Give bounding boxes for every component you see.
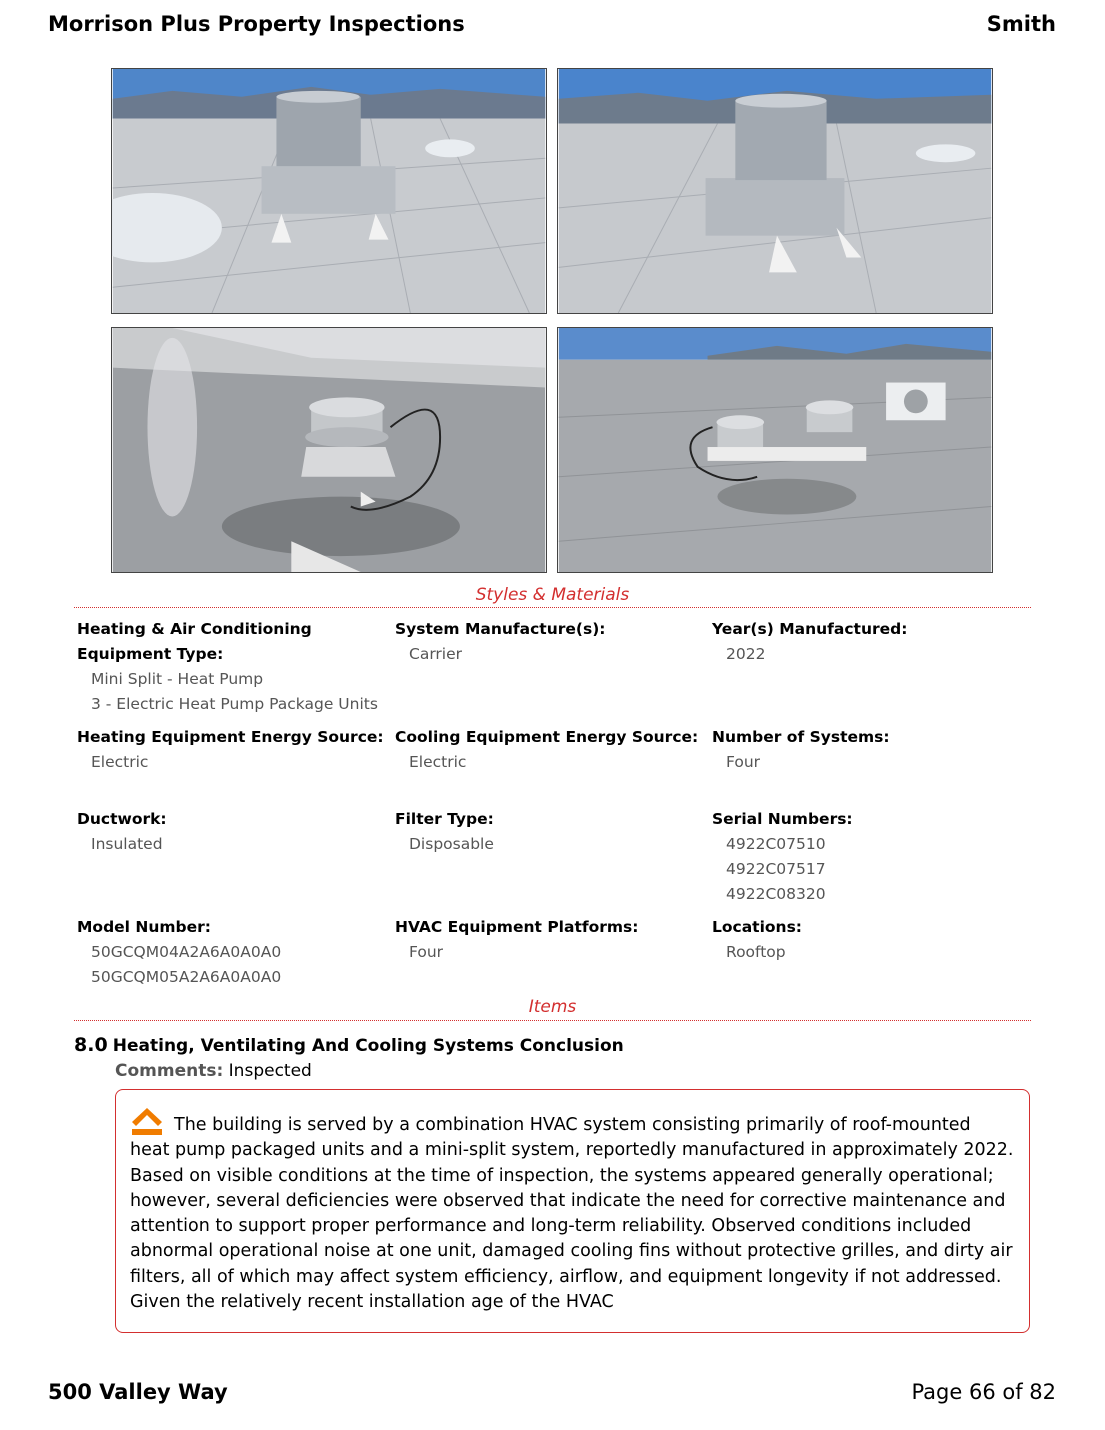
field-label: Heating Equipment Energy Source: xyxy=(77,728,384,746)
field-label: Year(s) Manufactured: xyxy=(712,620,908,638)
field-number-of-systems xyxy=(712,725,1022,775)
field-value: 50GCQM05A2A6A0A0A0 xyxy=(91,968,282,986)
property-address: 500 Valley Way xyxy=(48,1380,228,1404)
rooftop-vent-fan-photo xyxy=(112,328,546,572)
field-cooling-energy-source xyxy=(395,725,705,775)
field-filter-type xyxy=(395,807,705,857)
field-value: Mini Split - Heat Pump xyxy=(91,670,264,688)
field-value: 4922C08320 xyxy=(726,885,826,903)
field-label: Serial Numbers: xyxy=(712,810,853,828)
comments-value: Inspected xyxy=(228,1061,312,1081)
field-ductwork xyxy=(77,807,387,857)
field-label: Heating & Air Conditioning Equipment Type: xyxy=(77,620,312,663)
field-value: Four xyxy=(726,753,761,771)
field-label: Locations: xyxy=(712,918,803,936)
field-locations xyxy=(712,915,1022,965)
report-client-name: Smith xyxy=(986,12,1056,36)
field-label: System Manufacture(s): xyxy=(395,620,606,638)
field-value: Four xyxy=(409,943,444,961)
field-year-manufactured xyxy=(712,617,1022,667)
field-label: Filter Type: xyxy=(395,810,494,828)
field-equipment-platforms xyxy=(395,915,705,965)
field-label: Cooling Equipment Energy Source: xyxy=(395,728,699,746)
rooftop-exhaust-fan-photo xyxy=(112,69,546,313)
item-number: 8.0 xyxy=(74,1034,108,1056)
field-value: Electric xyxy=(91,753,149,771)
field-heating-energy-source xyxy=(77,725,387,775)
field-value: 4922C07517 xyxy=(726,860,826,878)
rooftop-exhaust-fan-photo xyxy=(558,69,992,313)
field-value: 2022 xyxy=(726,645,766,663)
home-roof-icon xyxy=(130,1102,164,1136)
field-model-number xyxy=(77,915,387,990)
inspection-photo-4[interactable] xyxy=(557,327,993,573)
field-value: 3 - Electric Heat Pump Package Units xyxy=(91,695,378,713)
section-divider xyxy=(74,607,1031,608)
inspection-photo-1[interactable] xyxy=(111,68,547,314)
inspection-photo-3[interactable] xyxy=(111,327,547,573)
item-title: Heating, Ventilating And Cooling Systems Conclusion xyxy=(112,1036,624,1056)
field-manufacturer xyxy=(395,617,705,667)
field-value: Electric xyxy=(409,753,467,771)
field-value: 50GCQM04A2A6A0A0A0 xyxy=(91,943,282,961)
section-divider xyxy=(74,1020,1031,1021)
field-label: Ductwork: xyxy=(77,810,167,828)
field-value: Carrier xyxy=(409,645,463,663)
field-label: Number of Systems: xyxy=(712,728,890,746)
comments-label: Comments: xyxy=(115,1061,224,1081)
field-equipment-type xyxy=(77,617,387,717)
styles-materials-heading: Styles & Materials xyxy=(475,585,630,605)
field-value: Insulated xyxy=(91,835,163,853)
field-value: Rooftop xyxy=(726,943,786,961)
field-value: Disposable xyxy=(409,835,494,853)
field-serial-numbers xyxy=(712,807,1022,907)
rooftop-vent-fans-minisplit-photo xyxy=(558,328,992,572)
items-heading: Items xyxy=(528,997,577,1017)
page-number: Page 66 of 82 xyxy=(911,1380,1056,1404)
report-company-name: Morrison Plus Property Inspections xyxy=(48,12,465,36)
conclusion-note xyxy=(130,1102,1015,1315)
conclusion-note-text: The building is served by a combination HVAC system consisting primarily of roof-mounted heat pump packaged units and a mini-split system, reportedly manufactured in approximately 2022. Based on visible conditions at the time of inspection, the systems appeared generally operational; however, several deficiencies were observed that indicate the need for corrective maintenance and attention to support proper performance and long-term reliability. Observed conditions included abnormal operational noise at one unit, damaged cooling fins without protective grilles, and dirty air filters, all of which may affect system efficiency, airflow, and equipment longevity if not addressed. Given the relatively recent installation age of the HVAC xyxy=(130,1115,1014,1313)
field-label: Model Number: xyxy=(77,918,211,936)
inspection-photo-2[interactable] xyxy=(557,68,993,314)
item-comments xyxy=(115,1061,312,1081)
item-heading xyxy=(74,1034,624,1056)
field-value: 4922C07510 xyxy=(726,835,826,853)
conclusion-note-box xyxy=(115,1089,1030,1333)
field-label: HVAC Equipment Platforms: xyxy=(395,918,639,936)
